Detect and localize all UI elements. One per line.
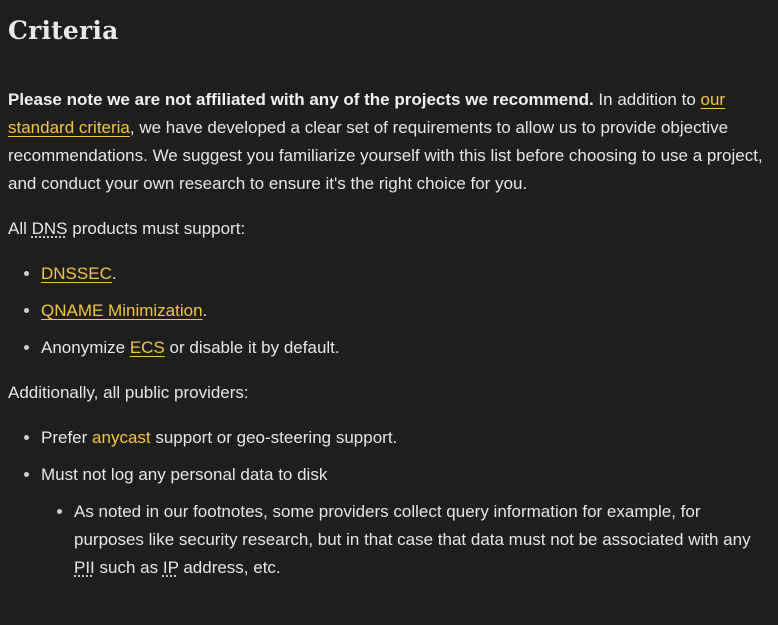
list-item <box>41 334 770 362</box>
list-item <box>74 498 770 582</box>
footnote-note-text: As noted in our footnotes, some providers collect query information for example, for purposes like security research, but in that case that data must not be associated with any <box>74 502 751 549</box>
dns-support-paragraph <box>8 215 770 243</box>
intro-body: , we have developed a clear set of requirements to allow us to provide objective recommendations. We suggest you familiarize yourself with this list before choosing to use a project, and conduct your own research to ensure it's the right choice for you. <box>8 118 763 193</box>
list-item-prefix: Anonymize <box>41 338 130 357</box>
disclaimer-text: Please note we are not affiliated with any of the projects we recommend. <box>8 90 594 109</box>
ecs-link[interactable]: ECS <box>129 338 165 357</box>
support-post: products must support: <box>67 219 246 238</box>
list-item <box>41 424 770 452</box>
no-logging-text: Must not log any personal data to disk <box>41 465 328 484</box>
list-item <box>41 461 770 582</box>
pii-abbr[interactable]: PII <box>74 558 95 577</box>
anycast-link[interactable]: anycast <box>92 428 151 447</box>
dnssec-link[interactable]: DNSSEC <box>41 264 112 283</box>
criteria-heading: Criteria <box>8 16 119 45</box>
additional-paragraph: Additionally, all public providers: <box>8 383 249 402</box>
list-item-suffix: . <box>202 301 208 320</box>
standard-criteria-link[interactable]: our standard criteria <box>8 90 726 137</box>
requirements-list <box>8 260 770 362</box>
providers-list <box>8 424 770 582</box>
dns-abbr[interactable]: DNS <box>31 219 68 238</box>
list-item-suffix: support or geo-steering support. <box>150 428 398 447</box>
list-item-suffix: . <box>111 264 117 283</box>
list-item <box>41 297 770 325</box>
support-pre: All <box>8 219 32 238</box>
intro-paragraph <box>8 86 770 198</box>
list-item <box>41 260 770 288</box>
footnote-note-mid: such as <box>94 558 163 577</box>
ip-abbr[interactable]: IP <box>162 558 179 577</box>
list-item-prefix: Prefer <box>41 428 93 447</box>
nested-list <box>41 498 770 582</box>
list-item-suffix: or disable it by default. <box>164 338 340 357</box>
footnote-note-end: address, etc. <box>178 558 281 577</box>
intro-pre-link: In addition to <box>593 90 701 109</box>
qname-minimization-link[interactable]: QNAME Minimization <box>41 301 203 320</box>
